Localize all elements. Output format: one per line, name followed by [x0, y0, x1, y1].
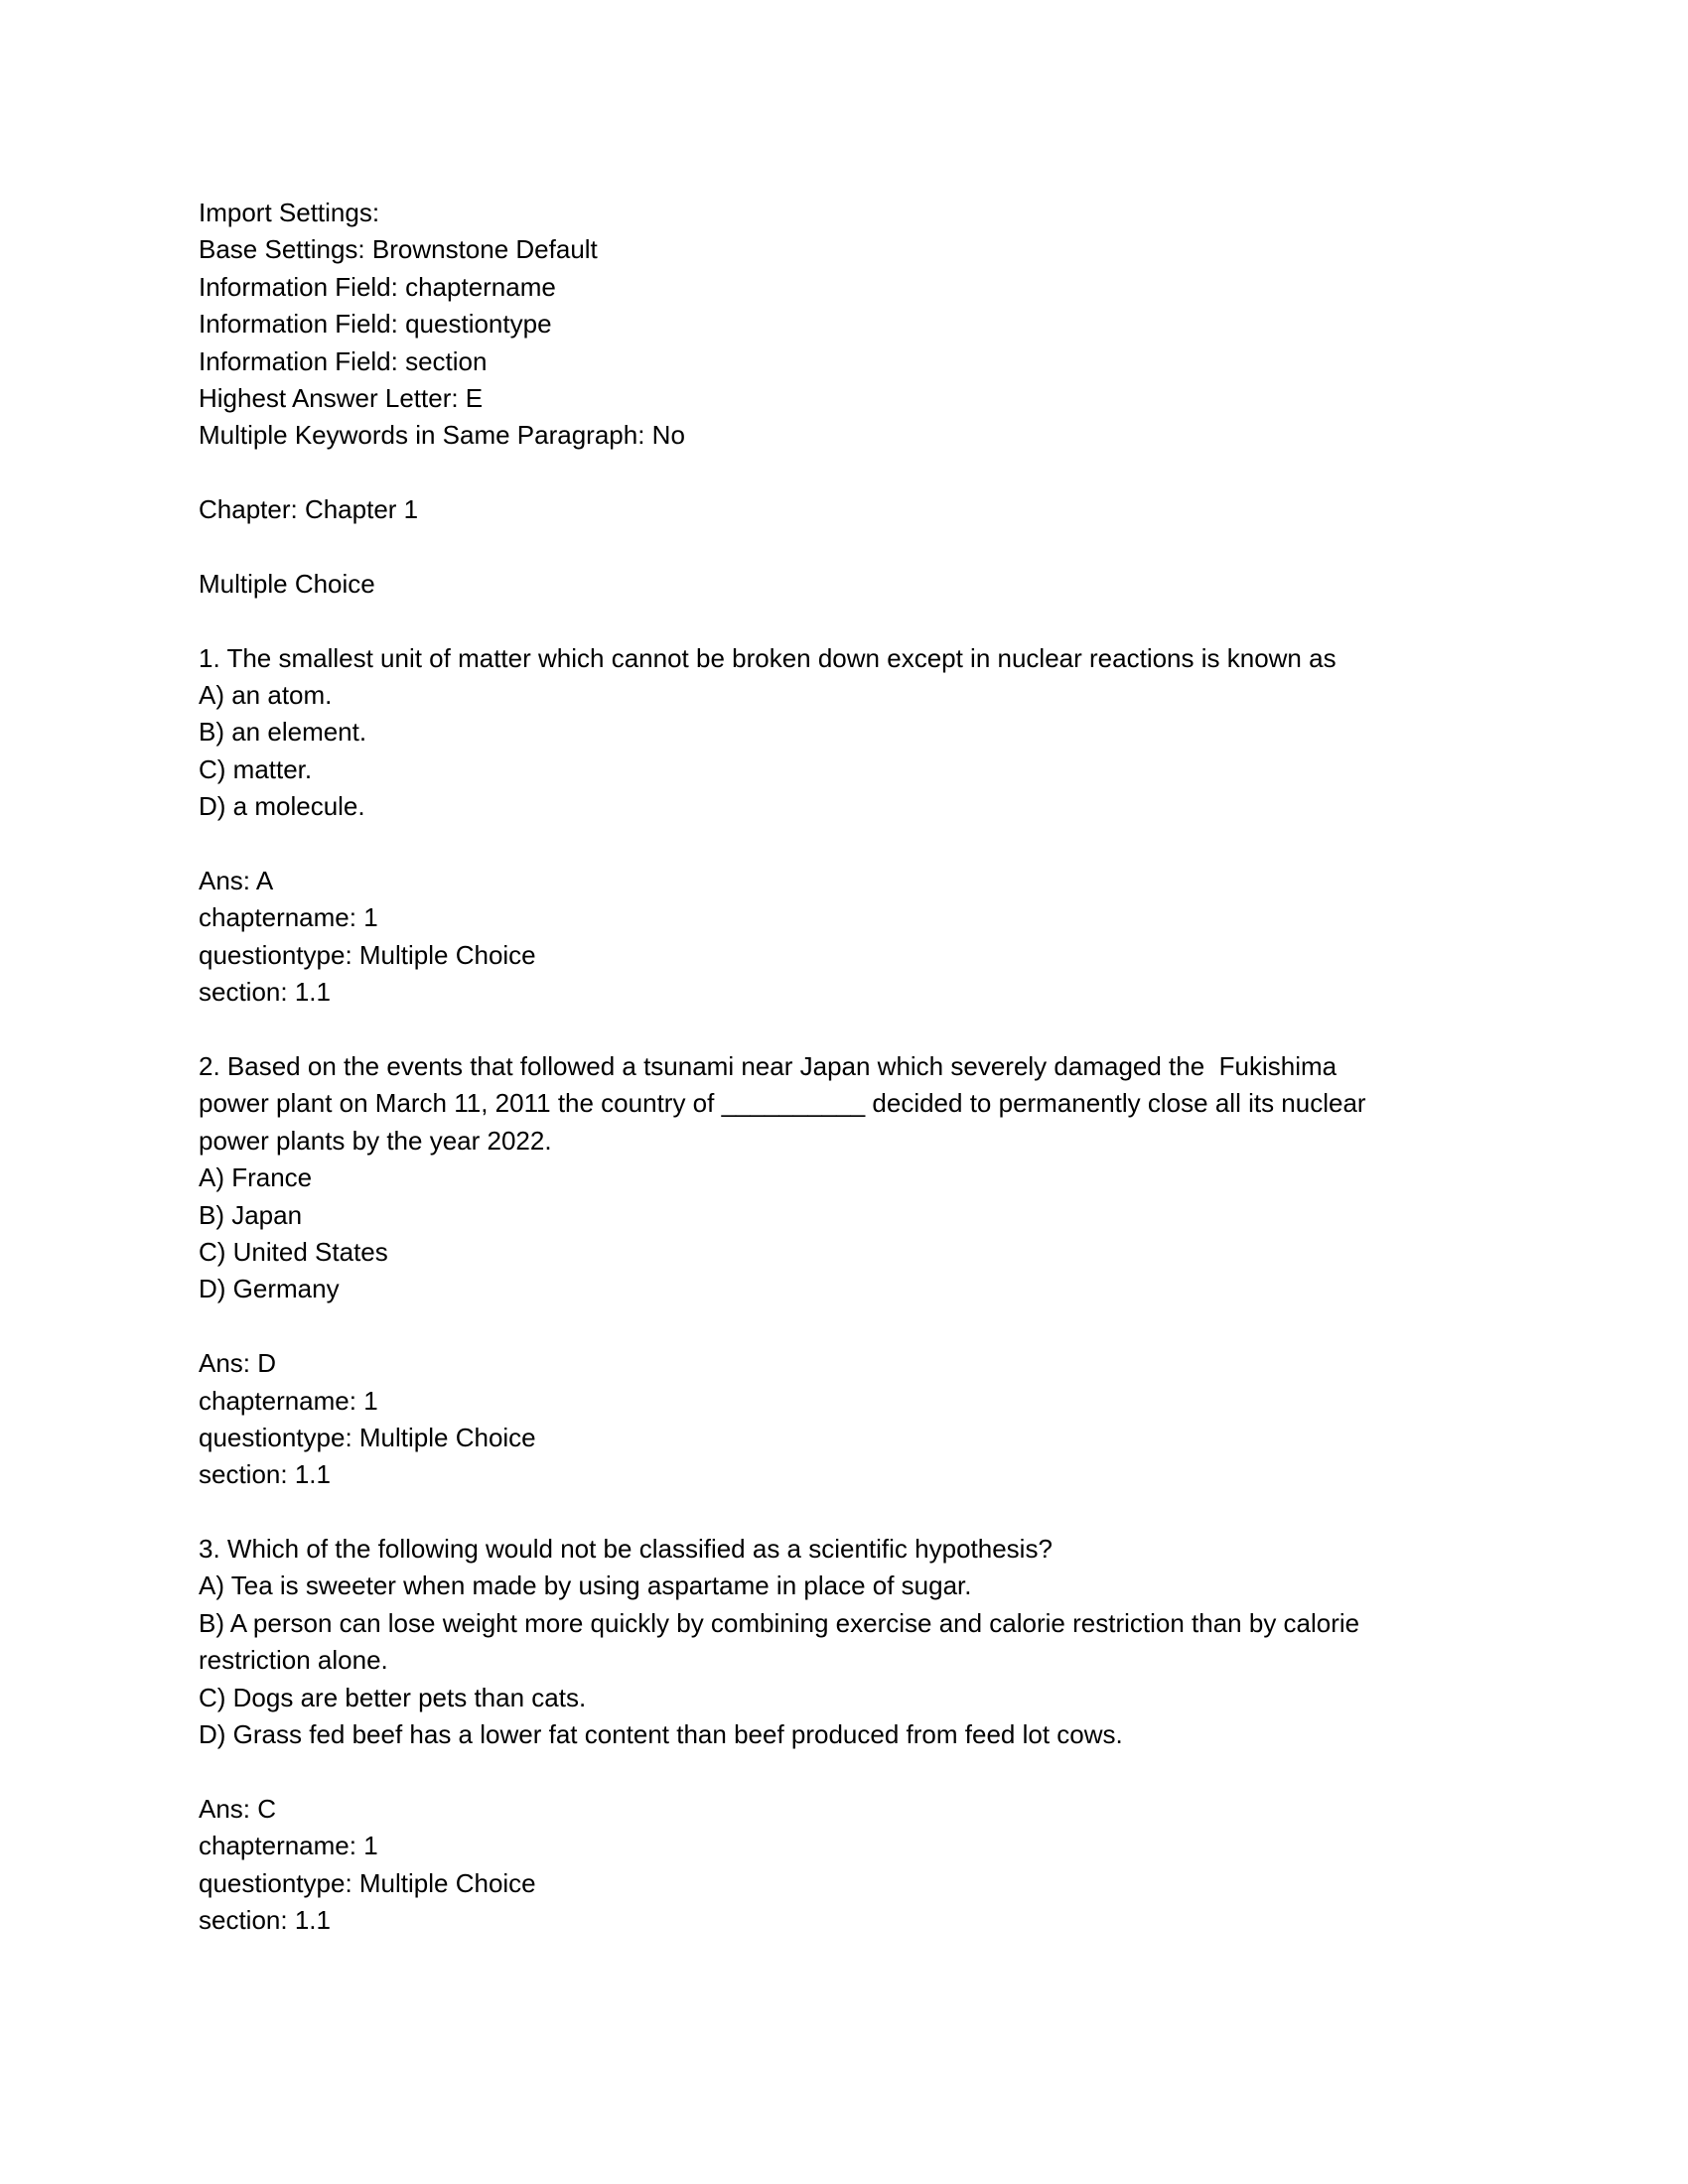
choice-d: D) Germany	[199, 1274, 340, 1304]
field-section: section: 1.1	[199, 977, 331, 1008]
blank-line	[199, 603, 1509, 639]
field-section: section: 1.1	[199, 1459, 331, 1490]
question-stem: 3. Which of the following would not be classified as a scientific hypothesis?	[199, 1534, 1053, 1565]
choice-b-continued: restriction alone.	[199, 1645, 388, 1676]
import-settings-block	[199, 195, 1509, 455]
field-section: section: 1.1	[199, 1904, 331, 1935]
blank-line	[199, 1494, 1509, 1531]
document-page	[199, 195, 1509, 1939]
settings-line-multiple-keywords: Multiple Keywords in Same Paragraph: No	[199, 420, 685, 451]
field-questiontype: questiontype: Multiple Choice	[199, 939, 536, 970]
choice-a: A) France	[199, 1162, 313, 1193]
question-stem: power plant on March 11, 2011 the country of __________ decided to permanently close all its nuclear	[199, 1088, 1366, 1119]
field-chaptername: chaptername: 1	[199, 1831, 378, 1861]
blank-line	[199, 455, 1509, 491]
choice-c: C) United States	[199, 1236, 388, 1267]
answer-line: Ans: C	[199, 1793, 277, 1824]
question-2-block	[199, 1048, 1509, 1494]
choice-b: B) Japan	[199, 1199, 303, 1230]
settings-line-info-questiontype: Information Field: questiontype	[199, 309, 552, 340]
blank-line	[199, 1308, 1509, 1345]
choice-b: B) A person can lose weight more quickly by combining exercise and calorie restriction than by calorie	[199, 1607, 1360, 1638]
settings-line-info-section: Information Field: section	[199, 345, 488, 376]
blank-line	[199, 1012, 1509, 1048]
choice-c: C) matter.	[199, 753, 313, 784]
choice-a: A) an atom.	[199, 680, 333, 711]
question-stem: 1. The smallest unit of matter which cannot be broken down except in nuclear reactions is known as	[199, 642, 1336, 673]
settings-line-highest-answer-letter: Highest Answer Letter: E	[199, 382, 484, 413]
choice-d: D) a molecule.	[199, 791, 365, 822]
question-3-block	[199, 1531, 1509, 1939]
field-chaptername: chaptername: 1	[199, 902, 378, 933]
field-questiontype: questiontype: Multiple Choice	[199, 1422, 536, 1452]
question-1-block	[199, 640, 1509, 1012]
blank-line	[199, 826, 1509, 863]
settings-line-base-settings: Base Settings: Brownstone Default	[199, 234, 598, 265]
import-settings-title: Import Settings:	[199, 198, 380, 227]
settings-line-info-chaptername: Information Field: chaptername	[199, 271, 556, 302]
answer-line: Ans: A	[199, 866, 274, 896]
choice-b: B) an element.	[199, 717, 367, 748]
question-stem: 2. Based on the events that followed a tsunami near Japan which severely damaged the Fukishima	[199, 1050, 1337, 1081]
field-chaptername: chaptername: 1	[199, 1385, 378, 1416]
blank-line	[199, 1753, 1509, 1790]
choice-a: A) Tea is sweeter when made by using aspartame in place of sugar.	[199, 1570, 972, 1601]
field-questiontype: questiontype: Multiple Choice	[199, 1867, 536, 1898]
question-stem: power plants by the year 2022.	[199, 1125, 552, 1156]
choice-c: C) Dogs are better pets than cats.	[199, 1682, 587, 1712]
chapter-heading: Chapter: Chapter 1	[199, 494, 419, 525]
format-heading: Multiple Choice	[199, 568, 375, 599]
answer-line: Ans: D	[199, 1348, 277, 1379]
choice-d: D) Grass fed beef has a lower fat content than beef produced from feed lot cows.	[199, 1719, 1123, 1750]
blank-line	[199, 529, 1509, 566]
